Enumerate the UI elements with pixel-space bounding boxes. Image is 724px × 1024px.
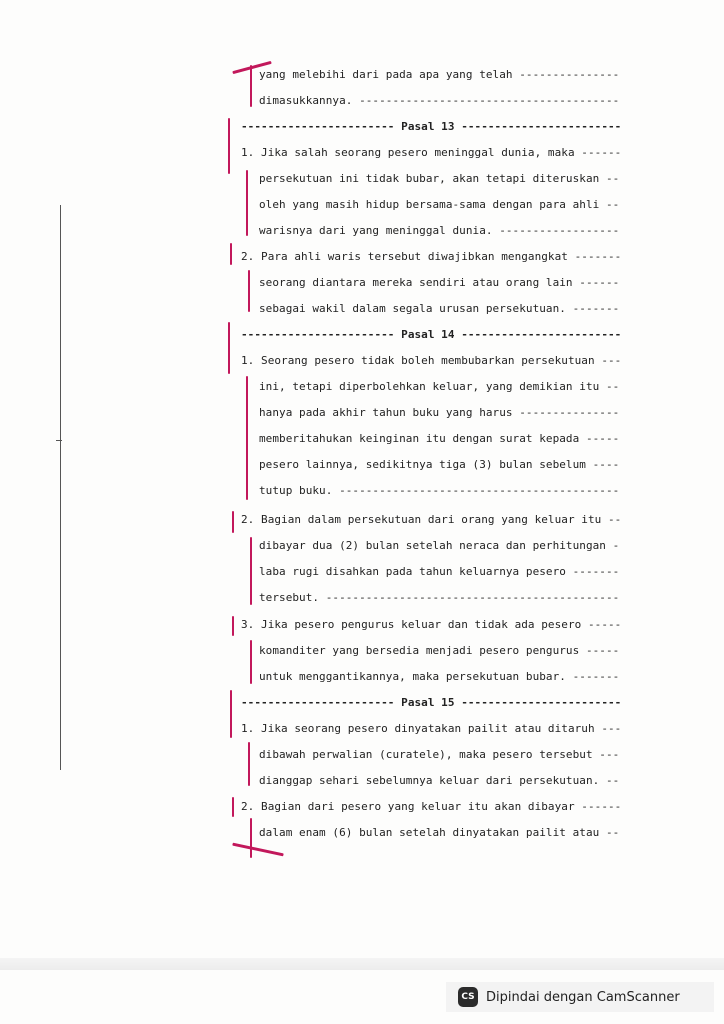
text-line: dalam enam (6) bulan setelah dinyatakan pailit atau --	[259, 826, 620, 839]
text-line: oleh yang masih hidup bersama-sama dengan para ahli --	[259, 198, 620, 211]
list-item: 2. Bagian dalam persekutuan dari orang yang keluar itu --	[241, 513, 622, 526]
pen-mark	[248, 270, 250, 312]
pen-mark	[246, 170, 248, 236]
camscanner-watermark	[446, 982, 714, 1012]
text-line: dibawah perwalian (curatele), maka pesero tersebut ---	[259, 748, 620, 761]
list-item: 3. Jika pesero pengurus keluar dan tidak ada pesero -----	[241, 618, 622, 631]
text-line: untuk menggantikannya, maka persekutuan bubar. -------	[259, 670, 620, 683]
list-item: 1. Seorang pesero tidak boleh membubarkan persekutuan ---	[241, 354, 622, 367]
text-line: tutup buku. ------------------------------------------	[259, 484, 620, 497]
margin-tick	[56, 440, 62, 441]
text-line: seorang diantara mereka sendiri atau orang lain ------	[259, 276, 620, 289]
text-line: dimasukkannya. ---------------------------------------	[259, 94, 620, 107]
text-line: hanya pada akhir tahun buku yang harus ---------------	[259, 406, 620, 419]
pen-mark	[232, 511, 234, 533]
text-line: warisnya dari yang meninggal dunia. ------------------	[259, 224, 620, 237]
camscanner-logo-icon: CS	[458, 987, 478, 1007]
text-line: dibayar dua (2) bulan setelah neraca dan perhitungan -	[259, 539, 620, 552]
text-line: laba rugi disahkan pada tahun keluarnya pesero -------	[259, 565, 620, 578]
pen-mark	[250, 640, 252, 684]
pen-mark	[250, 537, 252, 605]
pen-mark	[250, 65, 252, 107]
pen-mark-bottom	[232, 843, 283, 857]
text-line: pesero lainnya, sedikitnya tiga (3) bulan sebelum ----	[259, 458, 620, 471]
pen-mark	[248, 742, 250, 786]
watermark-text: Dipindai dengan CamScanner	[486, 989, 680, 1005]
text-line: memberitahukan keinginan itu dengan surat kepada -----	[259, 432, 620, 445]
text-line: tersebut. --------------------------------------------	[259, 591, 620, 604]
text-line: ini, tetapi diperbolehkan keluar, yang demikian itu --	[259, 380, 620, 393]
list-item: 2. Bagian dari pesero yang keluar itu akan dibayar ------	[241, 800, 622, 813]
text-line: komanditer yang bersedia menjadi pesero pengurus -----	[259, 644, 620, 657]
section-heading-pasal-14: ----------------------- Pasal 14 ------------------------	[241, 328, 622, 341]
list-item: 1. Jika seorang pesero dinyatakan pailit atau ditaruh ---	[241, 722, 622, 735]
pen-mark	[232, 797, 234, 817]
text-line: yang melebihi dari pada apa yang telah ---------------	[259, 68, 620, 81]
text-line: dianggap sehari sebelumnya keluar dari persekutuan. --	[259, 774, 620, 787]
pen-mark	[228, 322, 230, 374]
scan-edge	[0, 958, 724, 970]
list-item: 2. Para ahli waris tersebut diwajibkan mengangkat -------	[241, 250, 622, 263]
pen-mark	[246, 376, 248, 500]
text-line: sebagai wakil dalam segala urusan persekutuan. -------	[259, 302, 620, 315]
pen-mark	[230, 243, 232, 265]
section-heading-pasal-13: ----------------------- Pasal 13 ------------------------	[241, 120, 622, 133]
pen-mark	[228, 118, 230, 174]
section-heading-pasal-15: ----------------------- Pasal 15 ------------------------	[241, 696, 622, 709]
pen-mark	[230, 690, 232, 738]
margin-line	[60, 205, 61, 770]
pen-mark	[232, 616, 234, 636]
list-item: 1. Jika salah seorang pesero meninggal dunia, maka ------	[241, 146, 622, 159]
text-line: persekutuan ini tidak bubar, akan tetapi diteruskan --	[259, 172, 620, 185]
pen-mark	[250, 818, 252, 858]
